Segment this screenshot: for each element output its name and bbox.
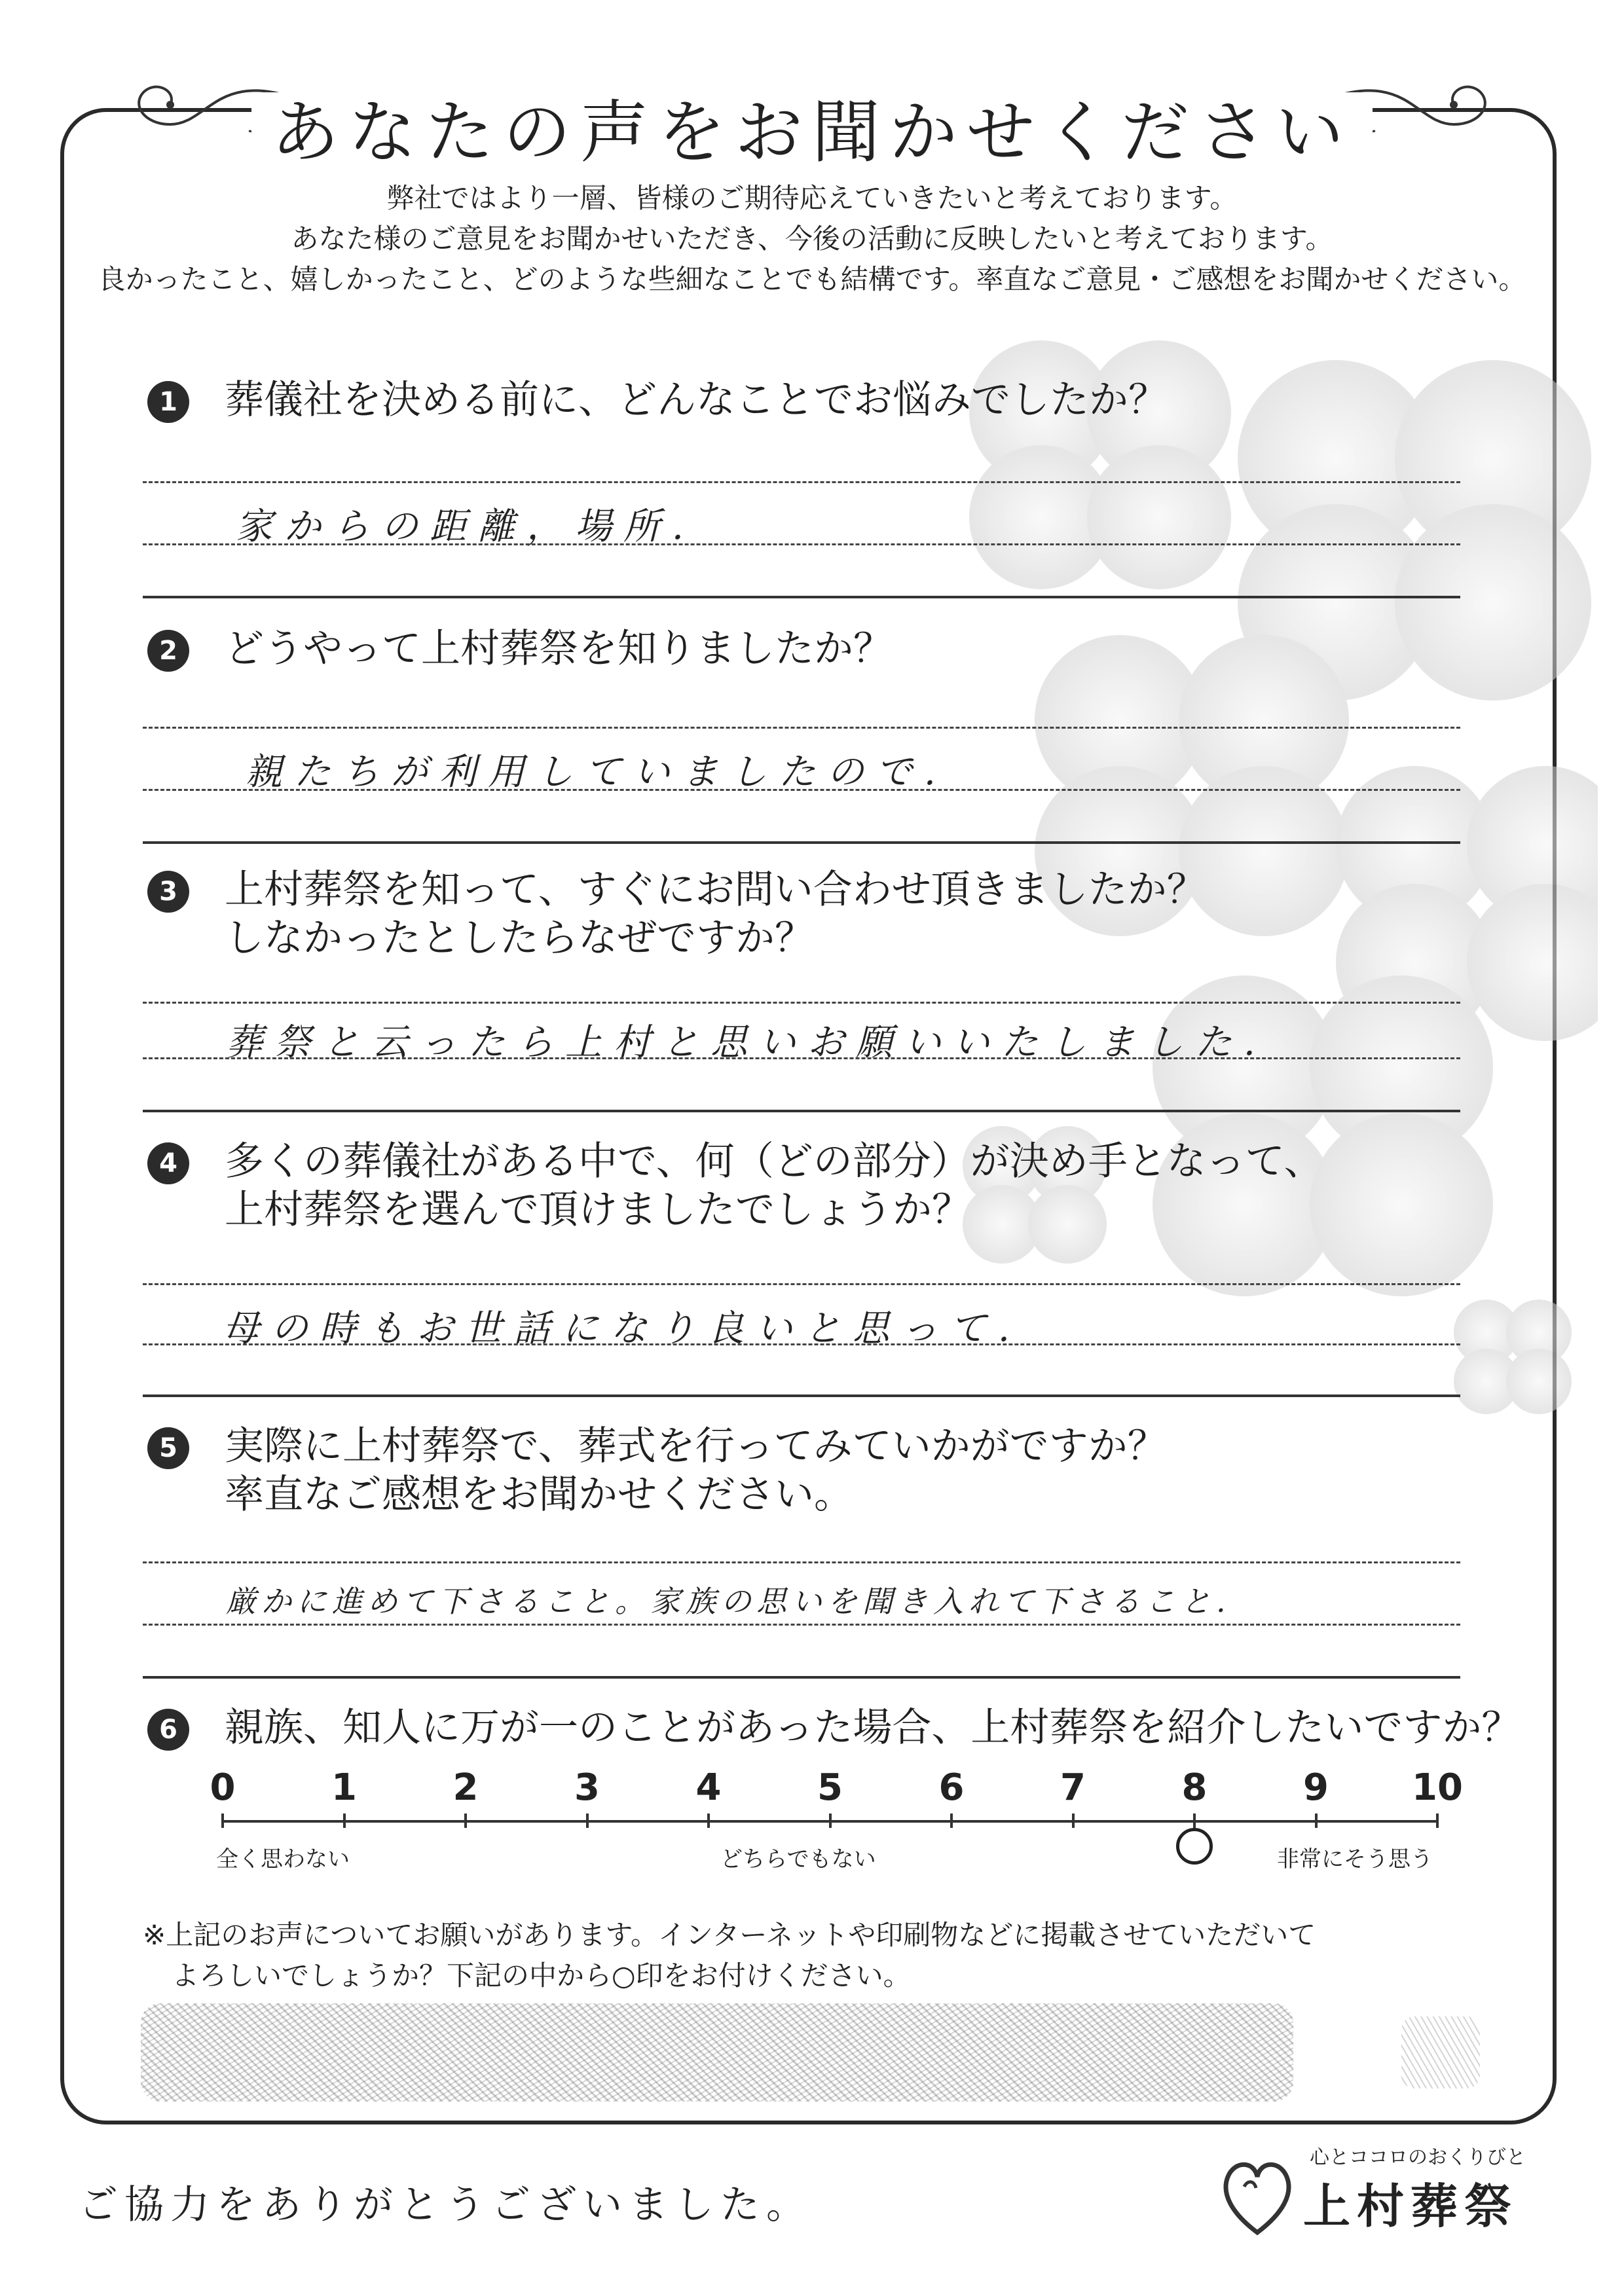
scale-tick bbox=[464, 1813, 467, 1828]
section-divider bbox=[143, 841, 1460, 844]
selected-rating-circle bbox=[1176, 1828, 1213, 1865]
scale-number-9: 9 bbox=[1303, 1766, 1329, 1809]
scale-label-high: 非常にそう思う bbox=[1277, 1846, 1433, 1872]
scale-tick bbox=[221, 1813, 224, 1828]
scale-label-mid: どちらでもない bbox=[720, 1846, 876, 1872]
scale-number-6: 6 bbox=[938, 1766, 965, 1809]
scale-tick bbox=[1193, 1813, 1196, 1828]
answer-guide-line bbox=[143, 481, 1460, 483]
scale-tick bbox=[343, 1813, 346, 1828]
question-line: しなかったとしたらなぜですか？ bbox=[225, 915, 814, 961]
scale-number-8: 8 bbox=[1181, 1766, 1208, 1809]
page-title: あなたの声をお聞かせください bbox=[0, 77, 1624, 175]
question-number-badge: 3 bbox=[147, 871, 189, 913]
scale-tick bbox=[829, 1813, 832, 1828]
scale-number-1: 1 bbox=[331, 1766, 357, 1809]
scale-tick bbox=[1436, 1813, 1439, 1828]
handwritten-answer: 厳かに進めて下さること。家族の思いを聞き入れて下さること. bbox=[226, 1584, 1231, 1619]
answer-guide-line bbox=[143, 1561, 1460, 1563]
question-line: 多くの葬儀社がある中で、何（どの部分）が決め手となって、 bbox=[225, 1139, 1323, 1184]
question-line: 親族、知人に万が一のことがあった場合、上村葬祭を紹介したいですか？ bbox=[225, 1705, 1521, 1751]
scale-tick bbox=[586, 1813, 589, 1828]
intro-line: あなた様のご意見をお聞かせいただき、今後の活動に反映したいと考えております。 bbox=[291, 223, 1333, 255]
company-logo bbox=[1218, 2134, 1526, 2246]
question-text bbox=[225, 1704, 1521, 1752]
handwritten-answer: 家からの距離，場所. bbox=[236, 505, 695, 548]
section-divider bbox=[143, 596, 1460, 598]
heart-logo-icon bbox=[1218, 2147, 1297, 2239]
handwritten-answer: 葬祭と云ったら上村と思いお願いいたしました. bbox=[226, 1021, 1267, 1064]
question-text bbox=[225, 1422, 1167, 1519]
scale-tick bbox=[1072, 1813, 1075, 1828]
note-line: ※上記のお声についてお願いがあります。インターネットや印刷物などに掲載させていただいて bbox=[143, 1919, 1316, 1951]
publication-note bbox=[143, 1915, 1316, 1996]
scale-number-4: 4 bbox=[695, 1766, 722, 1809]
question-line: 率直なご感想をお聞かせください。 bbox=[225, 1472, 853, 1518]
scale-number-10: 10 bbox=[1412, 1766, 1463, 1809]
scale-number-3: 3 bbox=[574, 1766, 600, 1809]
intro-line: 弊社ではより一層、皆様のご期待応えていきたいと考えております。 bbox=[386, 182, 1238, 214]
answer-guide-line bbox=[143, 789, 1460, 791]
question-line: 実際に上村葬祭で、葬式を行ってみていかがですか？ bbox=[225, 1423, 1167, 1469]
rating-scale bbox=[210, 1766, 1463, 1872]
question-number-badge: 5 bbox=[147, 1427, 189, 1469]
scale-tick bbox=[950, 1813, 953, 1828]
answer-guide-line bbox=[143, 1002, 1460, 1004]
question-line: 葬儀社を決める前に、どんなことでお悩みでしたか？ bbox=[225, 377, 1168, 423]
answer-guide-line bbox=[143, 727, 1460, 729]
logo-tagline: 心とココロのおくりびと bbox=[1310, 2146, 1526, 2169]
question-text bbox=[225, 376, 1168, 424]
redacted-area bbox=[1401, 2016, 1480, 2088]
handwritten-answer: 親たちが利用していましたので. bbox=[246, 751, 948, 793]
section-divider bbox=[143, 1394, 1460, 1397]
note-line: よろしいでしょうか？下記の中から○印をお付けください。 bbox=[172, 1959, 911, 1992]
question-line: どうやって上村葬祭を知りましたか？ bbox=[225, 626, 893, 672]
scale-tick bbox=[1315, 1813, 1318, 1828]
question-number-badge: 2 bbox=[147, 630, 189, 672]
question-text bbox=[225, 625, 893, 673]
answer-guide-line bbox=[143, 1343, 1460, 1345]
thanks-message: ご協力をありがとうございました。 bbox=[79, 2182, 812, 2228]
question-text bbox=[225, 1137, 1323, 1234]
question-line: 上村葬祭を知って、すぐにお問い合わせ頂きましたか？ bbox=[225, 867, 1206, 913]
answer-guide-line bbox=[143, 543, 1460, 545]
scale-tick bbox=[707, 1813, 710, 1828]
answer-guide-line bbox=[143, 1283, 1460, 1285]
question-line: 上村葬祭を選んで頂けましたでしょうか？ bbox=[225, 1187, 971, 1233]
question-number-badge: 4 bbox=[147, 1142, 189, 1184]
answer-guide-line bbox=[143, 1624, 1460, 1626]
scale-number-7: 7 bbox=[1060, 1766, 1086, 1809]
question-number-badge: 6 bbox=[147, 1709, 189, 1751]
answer-guide-line bbox=[143, 1057, 1460, 1059]
intro-line: 良かったこと、嬉しかったこと、どのような些細なことでも結構です。率直なご意見・ご感想をお聞かせください。 bbox=[98, 263, 1526, 295]
question-text bbox=[225, 866, 1206, 962]
section-divider bbox=[143, 1676, 1460, 1679]
question-number-badge: 1 bbox=[147, 381, 189, 423]
intro-text bbox=[0, 178, 1624, 300]
scale-number-5: 5 bbox=[817, 1766, 843, 1809]
scale-number-2: 2 bbox=[452, 1766, 479, 1809]
scale-label-low: 全く思わない bbox=[216, 1846, 350, 1872]
redacted-area bbox=[141, 2003, 1293, 2102]
scale-number-0: 0 bbox=[210, 1766, 236, 1809]
logo-name: 上村葬祭 bbox=[1303, 2179, 1519, 2234]
section-divider bbox=[143, 1110, 1460, 1112]
handwritten-answer: 母の時もお世話になり良いと思って. bbox=[223, 1307, 1022, 1350]
